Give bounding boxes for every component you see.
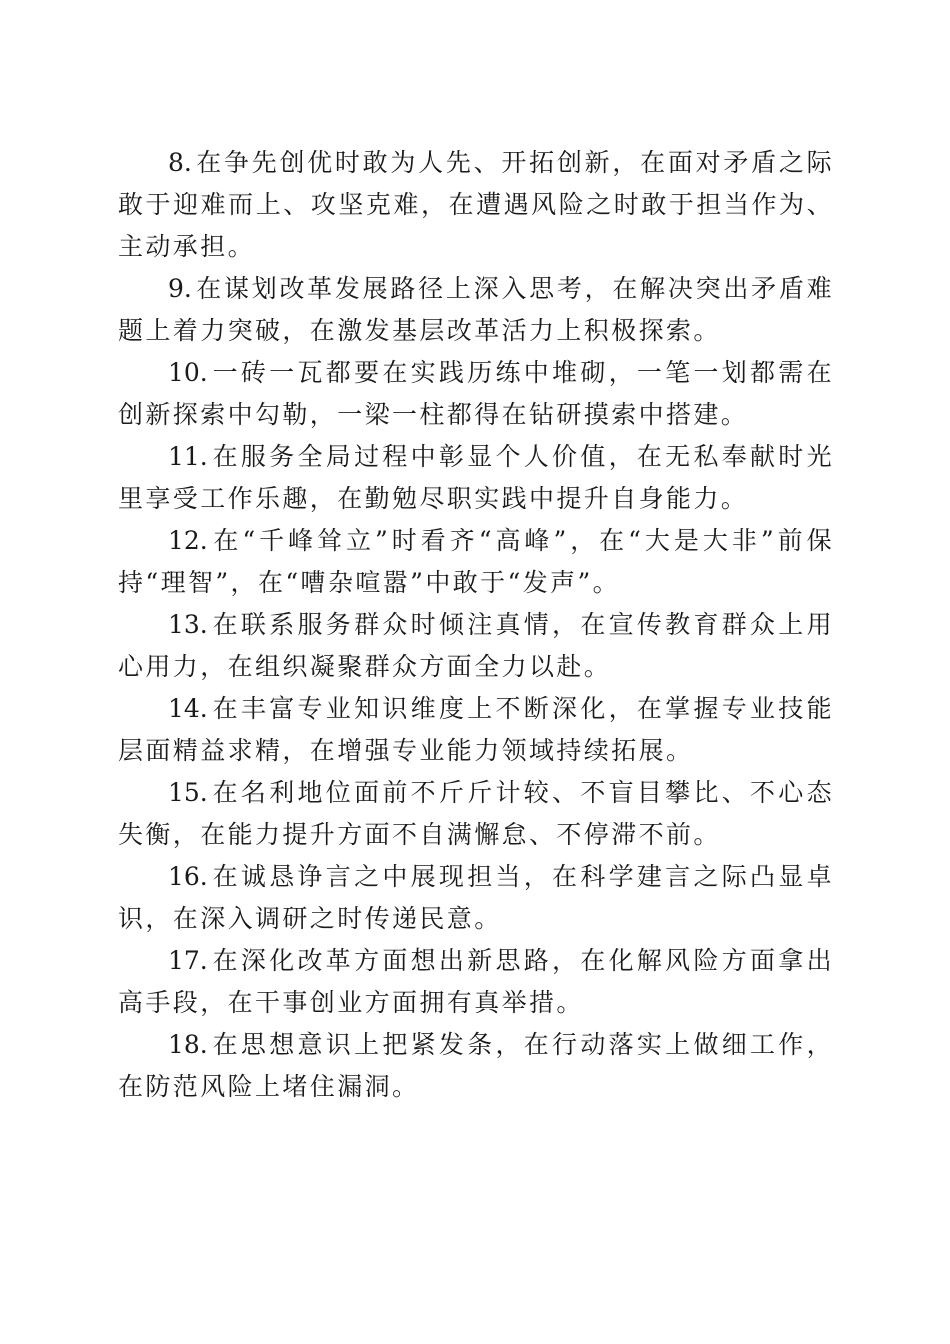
item-text: 在谋划改革发展路径上深入思考，在解决突出矛盾难题上着力突破，在激发基层改革活力上积极探索。 [118,274,834,345]
list-item [118,268,834,352]
list-item [118,352,834,436]
item-number: 12. [168,526,208,555]
list-item [118,604,834,688]
item-number: 10. [168,358,208,387]
item-text: 在诚恳诤言之中展现担当，在科学建言之际凸显卓识，在深入调研之时传递民意。 [118,862,834,933]
list-item [118,772,834,856]
item-text: 在思想意识上把紧发条，在行动落实上做细工作，在防范风险上堵住漏洞。 [118,1030,834,1101]
list-item [118,940,834,1024]
item-text: 在服务全局过程中彰显个人价值，在无私奉献时光里享受工作乐趣，在勤勉尽职实践中提升自身能力。 [118,442,834,513]
item-number: 18. [168,1030,208,1059]
list-item [118,436,834,520]
item-number: 15. [168,778,208,807]
item-text: 在“千峰耸立”时看齐“高峰”，在“大是大非”前保持“理智”，在“嘈杂喧嚣”中敢于“发声”。 [118,526,834,597]
item-text: 在争先创优时敢为人先、开拓创新，在面对矛盾之际敢于迎难而上、攻坚克难，在遭遇风险之时敢于担当作为、主动承担。 [118,148,834,261]
item-text: 在联系服务群众时倾注真情，在宣传教育群众上用心用力，在组织凝聚群众方面全力以赴。 [118,610,834,681]
item-text: 一砖一瓦都要在实践历练中堆砌，一笔一划都需在创新探索中勾勒，一梁一柱都得在钻研摸索中搭建。 [118,358,834,429]
item-number: 17. [168,946,208,975]
item-text: 在名利地位面前不斤斤计较、不盲目攀比、不心态失衡，在能力提升方面不自满懈怠、不停滞不前。 [118,778,834,849]
item-text: 在深化改革方面想出新思路，在化解风险方面拿出高手段，在干事创业方面拥有真举措。 [118,946,834,1017]
list-item [118,520,834,604]
item-number: 8. [168,148,192,177]
item-number: 9. [168,274,192,303]
list-item [118,1024,834,1108]
item-text: 在丰富专业知识维度上不断深化，在掌握专业技能层面精益求精，在增强专业能力领域持续拓展。 [118,694,834,765]
item-number: 13. [168,610,208,639]
item-number: 14. [168,694,208,723]
item-number: 16. [168,862,208,891]
list-item [118,856,834,940]
document-body [118,142,834,1108]
item-number: 11. [168,442,208,471]
list-item [118,688,834,772]
list-item [118,142,834,268]
